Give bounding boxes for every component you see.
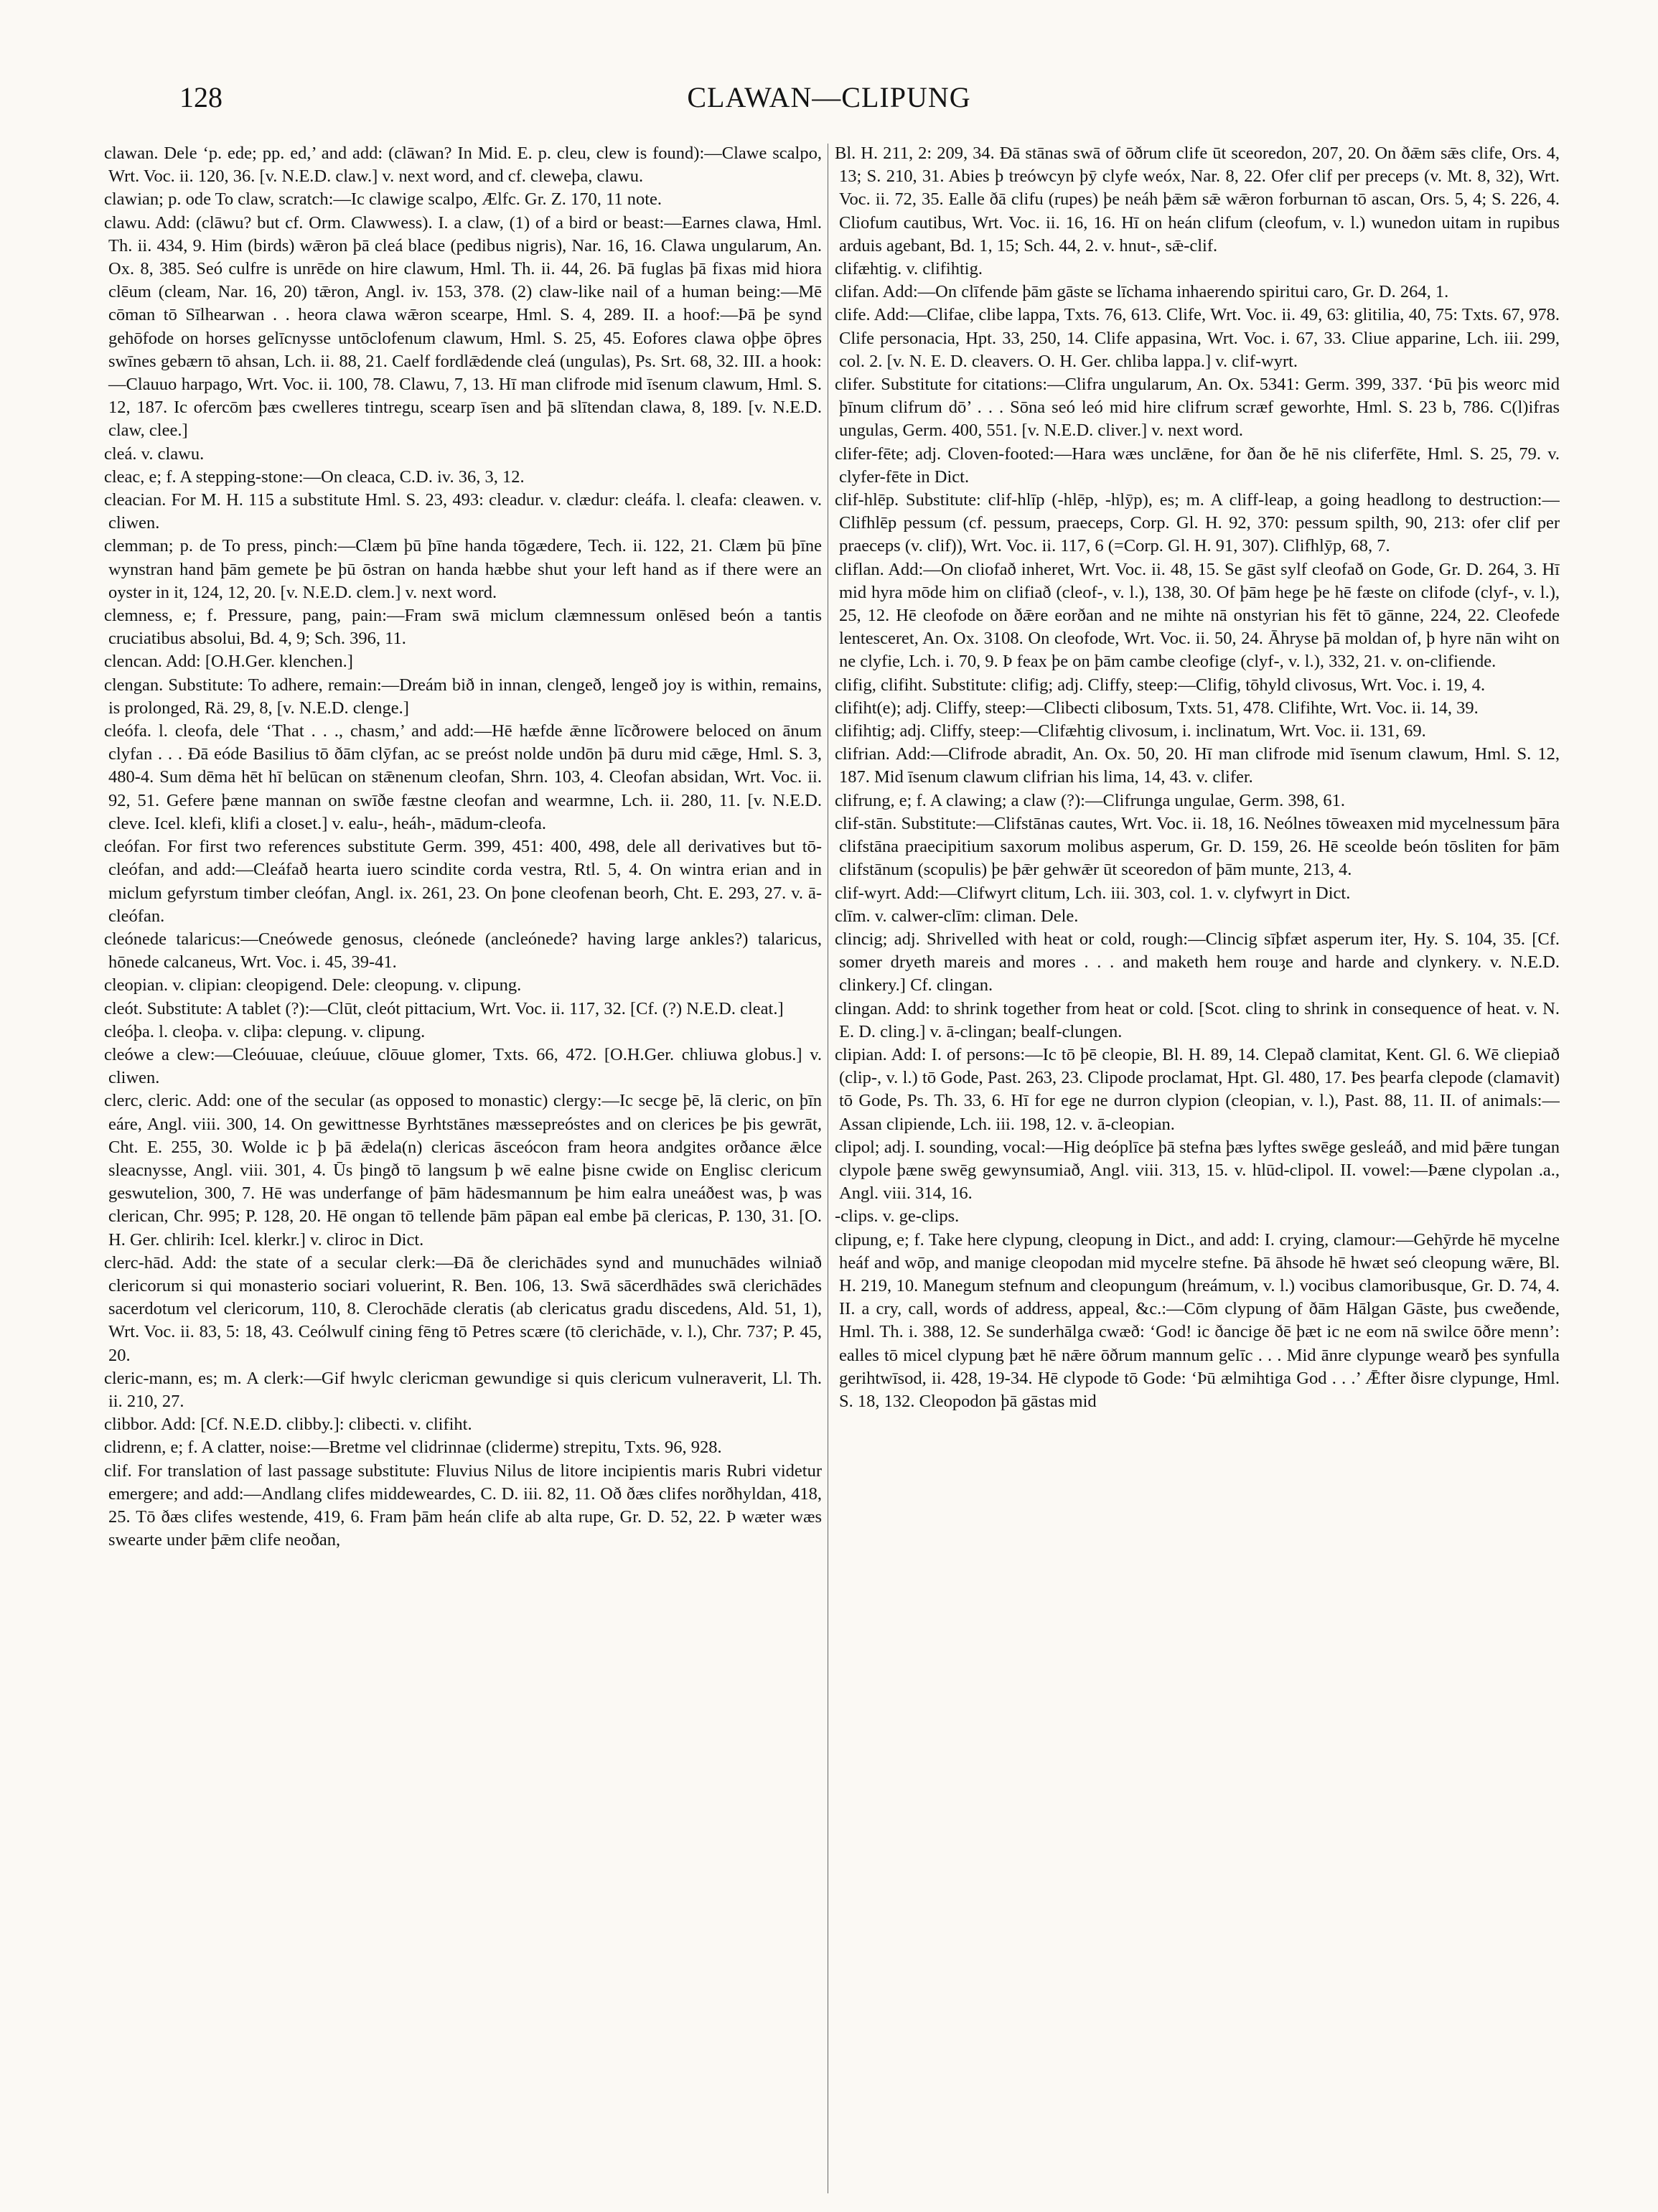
dictionary-entry: clif-wyrt. Add:—Clifwyrt clitum, Lch. iii. 303, col. 1. v. clyfwyrt in Dict. <box>835 883 1351 903</box>
dictionary-entry: clifer-fēte; adj. Cloven-footed:—Hara wæs unclǣne, for ðan ðe hē nis cliferfēte, Hml. S. 25, 79. v. clyfer-fēte in Dict. <box>835 444 1560 487</box>
dictionary-entry: clifer. Substitute for citations:—Clifra ungularum, An. Ox. 5341: Germ. 399, 337. ‘Þū þis weorc mid þīnum clifrum dō’ . . . Sōna seó leó mid hire clifrum scræf geworhte, Hml. S. 23 b, 786. C(l)ifras ungulas, Germ. 400, 551. [v. N.E.D. cliver.] v. next word. <box>835 375 1560 441</box>
dictionary-entry: clif-hlēp. Substitute: clif-hlīp (-hlēp, -hlȳp), es; m. A cliff-leap, a going headlong to destruction:—Clifhlēp pessum (cf. pessum, praeceps, Corp. Gl. H. 92, 370: pessum spilth, 90, 213: ofer clif per praeceps (v. clif)), Wrt. Voc. ii. 117, 6 (=Corp. Gl. H. 91, 307). Clifhlȳp, 68, 7. <box>835 490 1560 556</box>
dictionary-entry: clingan. Add: to shrink together from heat or cold. [Scot. cling to shrink in consequence of heat. v. N. E. D. cling.] v. ā-clingan; bealf-clungen. <box>835 998 1560 1041</box>
dictionary-entry: clemman; p. de To press, pinch:—Clæm þū þīne handa tōgædere, Tech. ii. 122, 21. Clæm þū þīne wynstran hand þām gemete þe þū ōstran on handa hæbbe shut your left hand as if there were an oyster in it, 124, 12, 20. [v. N.E.D. clem.] v. next word. <box>104 536 822 602</box>
page-header <box>179 80 1479 123</box>
dictionary-entry: clife. Add:—Clifae, clibe lappa, Txts. 76, 613. Clife, Wrt. Voc. ii. 49, 63: glitilia, 40, 75: Txts. 67, 978. Clife personacia, Hpt. 33, 250, 14. Clife appasina, Wrt. Voc. i. 67, 33. Cliue apparine, Lch. iii. 299, col. 2. [v. N. E. D. cleavers. O. H. Ger. chliba lappa.] v. clif-wyrt. <box>835 305 1560 371</box>
dictionary-entry: cleófa. l. cleofa, dele ‘That . . ., chasm,’ and add:—Hē hæfde ǣnne līcðrowere beloced on ānum clyfan . . . Ðā eóde Basilius tō ðām clȳfan, ac se preóst nolde undōn þā duru mid cǣge, Hml. S. 3, 480-4. Sum dēma hēt hī belūcan on stǣnenum cleofan, Shrn. 103, 4. Cleofan absidan, Wrt. Voc. ii. 92, 51. Gefere þæne mannan on swīðe fæstne cleofan and wearmne, Lch. ii. 280, 11. [v. N.E.D. cleve. Icel. klefi, klifi a closet.] v. ealu-, heáh-, mādum-cleofa. <box>104 721 822 833</box>
dictionary-entry: clerc, cleric. Add: one of the secular (as opposed to monastic) clergy:—Ic secge þē, lā cleric, on þīn eáre, Angl. viii. 300, 14. On gewittnesse Byrhtstānes mæssepreóstes and on clerices þe þis gewrāt, Cht. E. 255, 30. Wolde ic þ þā ǣdela(n) clericas āsceócon fram heora andgites orðance ǣlce sleacnysse, Angl. viii. 301, 4. Ūs þingð tō langsum þ wē ealne þisne cwide on Englisc clericum geswutelion, 300, 7. Hē was underfange of þām hādesmannum þe him ealra uneáðest was, þ was clerican, Chr. 995; P. 128, 20. Hē ongan tō tellende þām pāpan eal embe þā clericas, P. 130, 31. [O. H. Ger. chlirih: Icel. klerkr.] v. cliroc in Dict. <box>104 1091 822 1250</box>
dictionary-entry: clifig, clifiht. Substitute: clifig; adj. Cliffy, steep:—Clifig, tōhyld clivosus, Wrt. Voc. i. 19, 4. <box>835 675 1486 695</box>
dictionary-entry: clifiht(e); adj. Cliffy, steep:—Clibecti clibosum, Txts. 51, 478. Clifihte, Wrt. Voc. ii. 14, 39. <box>835 698 1479 718</box>
dictionary-entry: cleót. Substitute: A tablet (?):—Clūt, cleót pittacium, Wrt. Voc. ii. 117, 32. [Cf. (?) N.E.D. cleat.] <box>104 998 784 1018</box>
dictionary-entry: cleówe a clew:—Cleóuuae, cleúuue, clōuue glomer, Txts. 66, 472. [O.H.Ger. chliuwa globus.] v. cliwen. <box>104 1044 822 1088</box>
dictionary-entry: clidrenn, e; f. A clatter, noise:—Bretme vel clidrinnae (cliderme) strepitu, Txts. 96, 928. <box>104 1438 722 1458</box>
dictionary-entry: cleopian. v. clipian: cleopigend. Dele: cleopung. v. clipung. <box>104 975 522 995</box>
running-head: CLAWAN—CLIPUNG <box>687 81 971 113</box>
dictionary-entry: clifæhtig. v. clifihtig. <box>835 259 983 279</box>
dictionary-entry: clencan. Add: [O.H.Ger. klenchen.] <box>104 652 353 672</box>
dictionary-entry: cleóþa. l. cleoþa. v. cliþa: clepung. v. clipung. <box>104 1021 426 1041</box>
dictionary-entry: clemness, e; f. Pressure, pang, pain:—Fram swā miclum clæmnessum onlēsed beón a tantis cruciatibus absolui, Bd. 4, 9; Sch. 396, 11. <box>104 606 822 649</box>
dictionary-entry: cleónede talaricus:—Cneówede genosus, cleónede (ancleónede? having large ankles?) talaricus, hōnede calcaneus, Wrt. Voc. i. 45, 39-41. <box>104 929 822 973</box>
dictionary-entry: clincig; adj. Shrivelled with heat or cold, rough:—Clincig sīþfæt asperum iter, Hy. S. 104, 35. [Cf. somer dryeth mareis and mores . . . and maketh hem rouȝe and harde and clynkery. v. N.E.D. clinkery.] Cf. clingan. <box>835 929 1560 995</box>
dictionary-entry: clipung, e; f. Take here clypung, cleopung in Dict., and add: I. crying, clamour:—Gehȳrde hē mycelne heáf and wōp, and manige cleopodan mid mycelre stefne. Þā āhsode hē hwæt seó cleopung wǣre, Bl. H. 219, 10. Manegum stefnum and cleopungum (hreámum, v. l.) vocibus clamoribusque, Gr. D. 74, 4. II. a cry, call, words of address, appeal, &c.:—Cōm clypung of ðām Hālgan Gāste, þus cweðende, Hml. Th. i. 388, 12. Se sunderhālga cwæð: ‘God! ic ðancige ðē þæt ic ne eom nā swilce ōðre menn’: ealles tō micel clypung þæt hē nǣre ōðrum mannum gelīc . . . Mid ānre clypunge wearð þes synfulla gerihtwīsod, ii. 428, 19-34. Hē clypode tō Gode: ‘Þū ælmihtiga God . . .’ Ǣfter ðisre clypunge, Hml. S. 18, 132. Cleopodon þā gāstas mid <box>835 1229 1560 1411</box>
left-column <box>104 142 822 2195</box>
dictionary-entry: clawu. Add: (clāwu? but cf. Orm. Clawwess). I. a claw, (1) of a bird or beast:—Earnes clawa, Hml. Th. ii. 434, 9. Him (birds) wǣron þā cleá blace (pedibus nigris), Nar. 16, 16. Clawa ungularum, An. Ox. 8, 385. Seó culfre is unrēde on hire clawum, Hml. Th. ii. 44, 26. Þā fuglas þā fixas mid hiora clēum (cleam, Nar. 16, 20) tǣron, Angl. iv. 153, 378. (2) claw-like nail of a human being:—Mē cōman tō Sīlhearwan . . heora clawa wǣron scearpe, Hml. S. 4, 289. II. a hoof:—Þā þe synd gehōfode on horses gelīcnysse untōclofenum clawum, Hml. S. 25, 45. Eofores clawa oþþe ōþres swīnes gebærn tō ahsan, Lch. ii. 88, 21. Caelf fordlǣdende cleá (ungulas), Ps. Srt. 68, 32. III. a hook:—Clauuo harpago, Wrt. Voc. ii. 100, 78. Clawu, 7, 13. Hī man clifrode mid īsenum clawum, Hml. S. 12, 187. Ic ofercōm þæs cwelleres tintregu, scearp īsen and þā slītendan clawa, 8, 189. [v. N.E.D. claw, clee.] <box>104 212 822 441</box>
dictionary-entry: clif-stān. Substitute:—Clifstānas cautes, Wrt. Voc. ii. 18, 16. Neólnes tōweaxen mid mycelnessum þāra clifstāna praecipitium saxorum molibus asperum, Gr. D. 159, 26. Hē sceolde beón tōsliten for þām clifstānum (scopulis) þe þǣr gehwǣr ūt sceoredon of þām munte, 213, 4. <box>835 813 1560 880</box>
dictionary-entry: cliflan. Add:—On cliofað inheret, Wrt. Voc. ii. 48, 15. Se gāst sylf cleofað on Gode, Gr. D. 264, 3. Hī mid hyra mōde him on clifiað (cleof-, v. l.), 138, 30. Of þām hege þe hē fæste on clifode (clyf-, v. l.), 25, 12. Hē cleofode on ðǣre eorðan and ne mihte nā onstyrian his fēt tō gānne, 224, 22. Cleofede lentesceret, An. Ox. 3108. On cleofode, Wrt. Voc. ii. 50, 24. Āhryse þā moldan of, þ hyre nān wiht on ne clyfie, Lch. i. 70, 9. Þ feax þe on þām cambe cleofige (clyf-, v. l.), 332, 21. v. on-clifiende. <box>835 559 1560 672</box>
dictionary-entry: clifrian. Add:—Clifrode abradit, An. Ox. 50, 20. Hī man clifrode mid īsenum clawum, Hml. S. 12, 187. Mid īsenum clawum clifrian his lima, 14, 43. v. clifer. <box>835 744 1560 787</box>
dictionary-entry: clipian. Add: I. of persons:—Ic tō þē cleopie, Bl. H. 89, 14. Clepað clamitat, Kent. Gl. 6. Wē cliepiað (clip-, v. l.) tō Gode, Past. 263, 23. Clipode proclamat, Hpt. Gl. 480, 17. Þes þearfa clepode (clamavit) tō Gode, Ps. Th. 33, 6. Hī for ege ne durron clypion (cleopian, v. l.), Past. 88, 11. II. of animals:—Assan clipiende, Lch. iii. 198, 12. v. ā-cleopian. <box>835 1044 1560 1134</box>
dictionary-entry: cleacian. For M. H. 115 a substitute Hml. S. 23, 493: cleadur. v. clædur: cleáfa. l. cleafa: cleawen. v. cliwen. <box>104 490 822 533</box>
dictionary-entry: clīm. v. calwer-clīm: climan. Dele. <box>835 906 1079 926</box>
dictionary-entry: clif. For translation of last passage substitute: Fluvius Nilus de litore incipientis maris Rubri videtur emergere; and add:—Andlang clifes middeweardes, C. D. iii. 82, 11. Oð ðæs clifes norðhyldan, 418, 25. Tō ðæs clifes westende, 419, 6. Fram þām heán clife ab alta rupe, Gr. D. 52, 22. Þ wæter wæs swearte under þǣm clife neoðan, <box>104 1461 822 1550</box>
dictionary-entry: clipol; adj. I. sounding, vocal:—Hig deóplīce þā stefna þæs lyftes swēge gesleáð, and mid þǣre tungan clypole þæne swēg gewynsumiað, Angl. viii. 313, 15. v. hlūd-clipol. II. vowel:—Þæne clypolan .a., Angl. viii. 314, 16. <box>835 1137 1560 1204</box>
page-number: 128 <box>179 81 223 113</box>
right-column <box>835 142 1560 2195</box>
dictionary-entry: cleac, e; f. A stepping-stone:—On cleaca, C.D. iv. 36, 3, 12. <box>104 467 525 487</box>
dictionary-entry: clengan. Substitute: To adhere, remain:—Dreám bið in innan, clengeð, lengeð joy is within, remains, is prolonged, Rä. 29, 8, [v. N.E.D. clenge.] <box>104 675 822 718</box>
dictionary-entry: cleófan. For first two references substitute Germ. 399, 451: 400, 498, dele all derivatives but tō-cleófan, and add:—Cleáfað hearta iuero scindite corda vestra, Rtl. 5, 4. On wintra erian and in miclum gefyrstum timber cleófan, Angl. ix. 261, 23. On þone cleofenan beorh, Cht. E. 293, 27. v. ā-cleófan. <box>104 837 822 926</box>
dictionary-entry: clibbor. Add: [Cf. N.E.D. clibby.]: clibecti. v. clifiht. <box>104 1415 472 1435</box>
dictionary-entry: clifihtig; adj. Cliffy, steep:—Clifæhtig clivosum, i. inclinatum, Wrt. Voc. ii. 131, 69. <box>835 721 1426 741</box>
dictionary-entry: cleá. v. clawu. <box>104 444 205 464</box>
dictionary-entry: Bl. H. 211, 2: 209, 34. Ðā stānas swā of ōðrum clife ūt sceoredon, 207, 20. On ðǣm sǣs clife, Ors. 4, 13; S. 210, 31. Abies þ treówcyn þȳ clyfe weóx, Nar. 8, 22. Ofer clif per preceps (v. Mt. 8, 32), Wrt. Voc. ii. 72, 35. Ealle ðā clifu (rupes) þe neáh þǣm sǣ wǣron forburnan tō ascan, Ors. 5, 4; S. 226, 4. Cliofum cautibus, Wrt. Voc. ii. 16, 16. Hī on heán clifum (cleofum, v. l.) wunedon uitam in rupibus arduis agebant, Bd. 1, 15; Sch. 44, 2. v. hnut-, sǣ-clif. <box>835 144 1560 256</box>
dictionary-entry: clerc-hād. Add: the state of a secular clerk:—Ðā ðe clerichādes synd and munuchādes wilniað clericorum si qui monasterio sociari voluerint, R. Ben. 106, 13. Swā sācerdhādes swā clerichādes sacerdotum vel clericorum, 110, 8. Clerochāde cleratis (ab clericatus gradu discedens, Ald. 51, 1), Wrt. Voc. ii. 83, 5: 18, 43. Ceólwulf cining fēng tō Petres scære (tō clerichāde, v. l.), Chr. 737; P. 45, 20. <box>104 1252 822 1365</box>
dictionary-entry: clifrung, e; f. A clawing; a claw (?):—Clifrunga ungulae, Germ. 398, 61. <box>835 790 1345 810</box>
dictionary-entry: clawian; p. ode To claw, scratch:—Ic clawige scalpo, Ælfc. Gr. Z. 170, 11 note. <box>104 189 662 210</box>
dictionary-entry: -clips. v. ge-clips. <box>835 1206 960 1227</box>
dictionary-entry: cleric-mann, es; m. A clerk:—Gif hwylc clericman gewundige si quis clericum vulneraverit, Ll. Th. ii. 210, 27. <box>104 1368 822 1411</box>
dictionary-entry: clawan. Dele ‘p. ede; pp. ed,’ and add: (clāwan? In Mid. E. p. cleu, clew is found):—Clawe scalpo, Wrt. Voc. ii. 120, 36. [v. N.E.D. claw.] v. next word, and cf. cleweþa, clawu. <box>104 144 822 187</box>
dictionary-entry: clifan. Add:—On clīfende þām gāste se līchama inhaerendo spiritui caro, Gr. D. 264, 1. <box>835 282 1449 302</box>
